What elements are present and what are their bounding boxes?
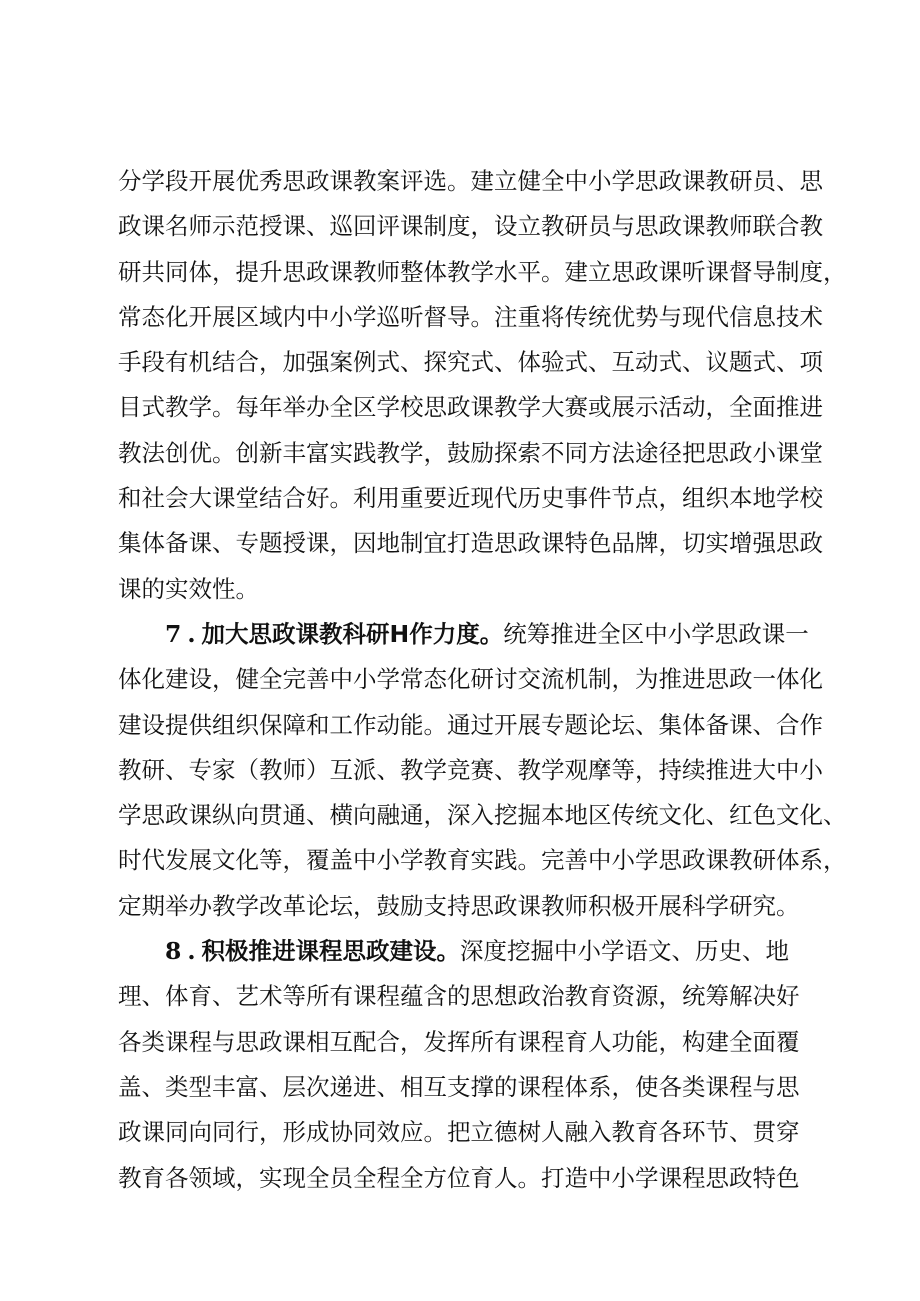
section-8-first-line — [118, 934, 808, 979]
section-8-separator: . — [187, 937, 196, 966]
text-line: 体化建设，健全完善中小学常态化研讨交流机制，为推进思政一体化 — [118, 665, 823, 694]
text-line: 教育各领域，实现全员全程全方位育人。打造中小学课程思政特色 — [118, 1163, 800, 1192]
section-7-separator: . — [187, 619, 196, 648]
text-line: 分学段开展优秀思政课教案评选。建立健全中小学思政课教研员、思 — [118, 167, 823, 195]
section-7-number: 7 — [165, 619, 182, 648]
paragraph-section-8 — [118, 934, 808, 1206]
section-8-number: 8 — [165, 937, 182, 966]
text-line: 研共同体，提升思政课教师整体教学水平。建立思政课听课督导制度， — [118, 257, 847, 286]
text-line: 手段有机结合，加强案例式、探究式、体验式、互动式、议题式、项 — [118, 348, 823, 377]
text-line: 学思政课纵向贯通、横向融通，深入挖掘本地区传统文化、红色文化、 — [118, 801, 847, 830]
text-line: 建设提供组织保障和工作动能。通过开展专题论坛、集体备课、合作 — [118, 710, 823, 739]
text-line: 教法创优。创新丰富实践教学，鼓励探索不同方法途径把思政小课堂 — [118, 438, 823, 467]
text-line: 理、体育、艺术等所有课程蕴含的思想政治教育资源，统筹解决好 — [118, 982, 800, 1011]
text-line: 政课同向同行，形成协同效应。把立德树人融入教育各环节、贯穿 — [118, 1118, 800, 1147]
paragraph-continuation — [118, 164, 847, 617]
section-7-heading: 加大思政课教科研H作力度。 — [201, 619, 504, 648]
text-line: 定期举办教学改革论坛，鼓励支持思政课教师积极开展科学研究。 — [118, 891, 800, 920]
document-body — [118, 164, 847, 1206]
section-7-first-line — [118, 617, 808, 662]
text-line: 课的实效性。 — [118, 574, 259, 603]
text-line: 政课名师示范授课、巡回评课制度，设立教研员与思政课教师联合教 — [118, 212, 823, 241]
text-line: 各类课程与思政课相互配合，发挥所有课程育人功能，构建全面覆 — [118, 1027, 800, 1056]
text-line: 时代发展文化等，覆盖中小学教育实践。完善中小学思政课教研体系， — [118, 846, 847, 875]
text-line: 常态化开展区域内中小学巡听督导。注重将传统优势与现代信息技术 — [118, 302, 823, 331]
text-line: 和社会大课堂结合好。利用重要近现代历史事件节点，组织本地学校 — [118, 484, 823, 513]
text-line: 教研、专家（教师）互派、教学竞赛、教学观摩等，持续推进大中小 — [118, 755, 823, 784]
text-line: 集体备课、专题授课，因地制宜打造思政课特色品牌，切实增强思政 — [118, 529, 823, 558]
section-8-heading: 积极推进课程思政建设。 — [201, 937, 461, 966]
text-line: 盖、类型丰富、层次递进、相互支撑的课程体系，使各类课程与思 — [118, 1072, 800, 1101]
section-8-first-text: 深度挖掘中小学语文、历史、地 — [460, 937, 790, 966]
paragraph-section-7 — [118, 617, 847, 934]
text-line: 目式教学。每年举办全区学校思政课教学大赛或展示活动，全面推进 — [118, 393, 823, 422]
section-7-first-text: 统筹推进全区中小学思政课一 — [503, 619, 809, 648]
